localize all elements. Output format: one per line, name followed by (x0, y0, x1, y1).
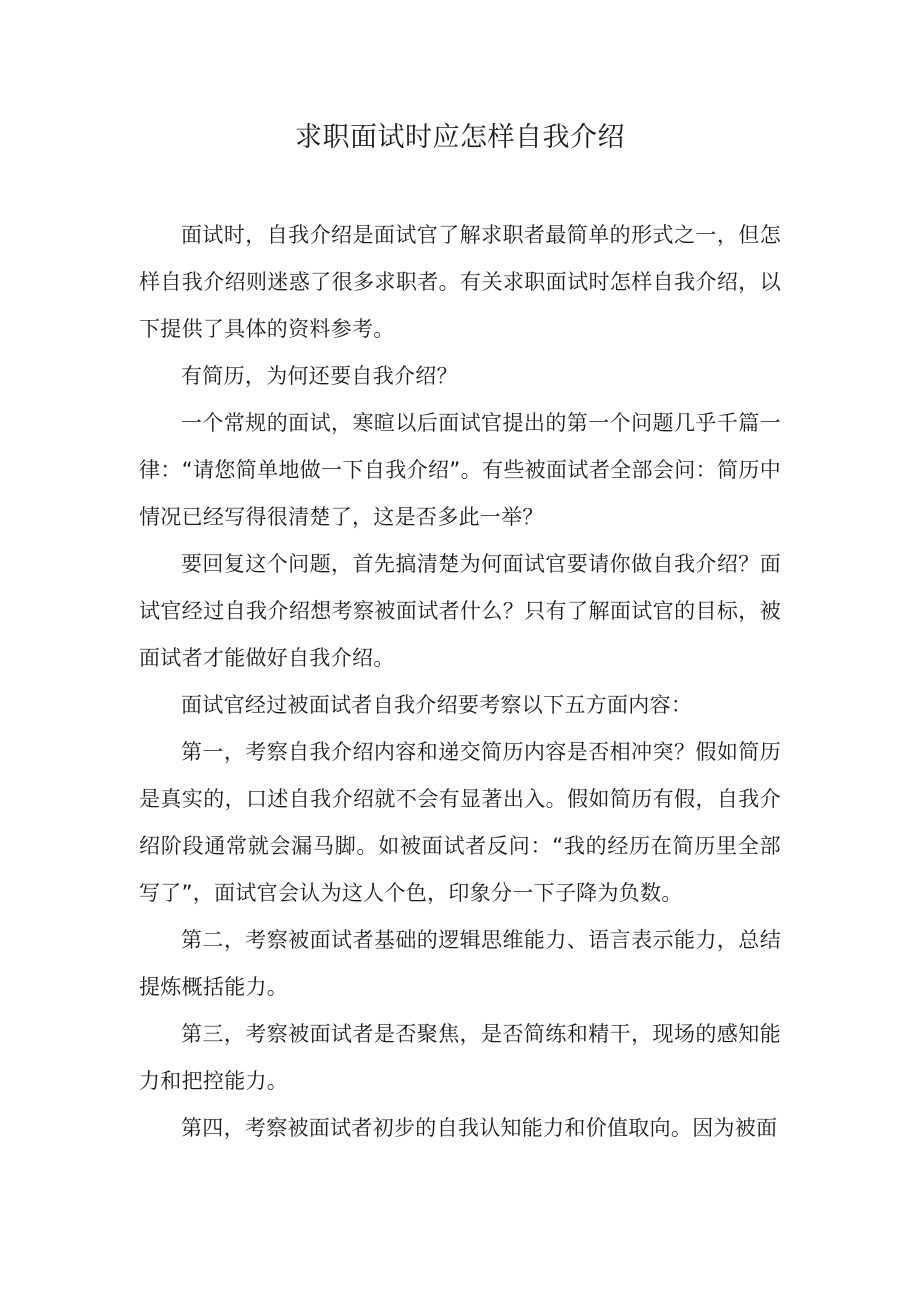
paragraph-fourth: 第四，考察被面试者初步的自我认知能力和价值取向。因为被面 (181, 1116, 778, 1140)
document-body (139, 212, 781, 1152)
document-title: 求职面试时应怎样自我介绍 (295, 122, 625, 153)
paragraph-intro: 面试时，自我介绍是面试官了解求职者最简单的形式之一，但怎样自我介绍则迷惑了很多求职者。有关求职面试时怎样自我介绍，以下提供了具体的资料参考。 (139, 223, 781, 341)
paragraph-answer: 要回复这个问题，首先搞清楚为何面试官要请你做自我介绍？面试官经过自我介绍想考察被面试者什么？只有了解面试官的目标，被面试者才能做好自我介绍。 (139, 552, 781, 670)
paragraph-question: 有简历，为何还要自我介绍？ (181, 364, 458, 388)
paragraph-second: 第二，考察被面试者基础的逻辑思维能力、语言表示能力，总结提炼概括能力。 (139, 928, 781, 999)
paragraph-third: 第三，考察被面试者是否聚焦，是否简练和精干，现场的感知能力和把控能力。 (139, 1022, 781, 1093)
paragraph-first: 第一，考察自我介绍内容和递交简历内容是否相冲突？假如简历是真实的，口述自我介绍就不会有显著出入。假如简历有假，自我介绍阶段通常就会漏马脚。如被面试者反问：“我的经历在简历里全部写了”，面试官会认为这人个色，印象分一下子降为负数。 (139, 740, 781, 905)
paragraph-routine-interview: 一个常规的面试，寒暄以后面试官提出的第一个问题几乎千篇一律：“请您简单地做一下自我介绍”。有些被面试者全部会问：简历中情况已经写得很清楚了，这是否多此一举？ (139, 411, 781, 529)
paragraph-five-aspects: 面试官经过被面试者自我介绍要考察以下五方面内容： (181, 693, 693, 717)
